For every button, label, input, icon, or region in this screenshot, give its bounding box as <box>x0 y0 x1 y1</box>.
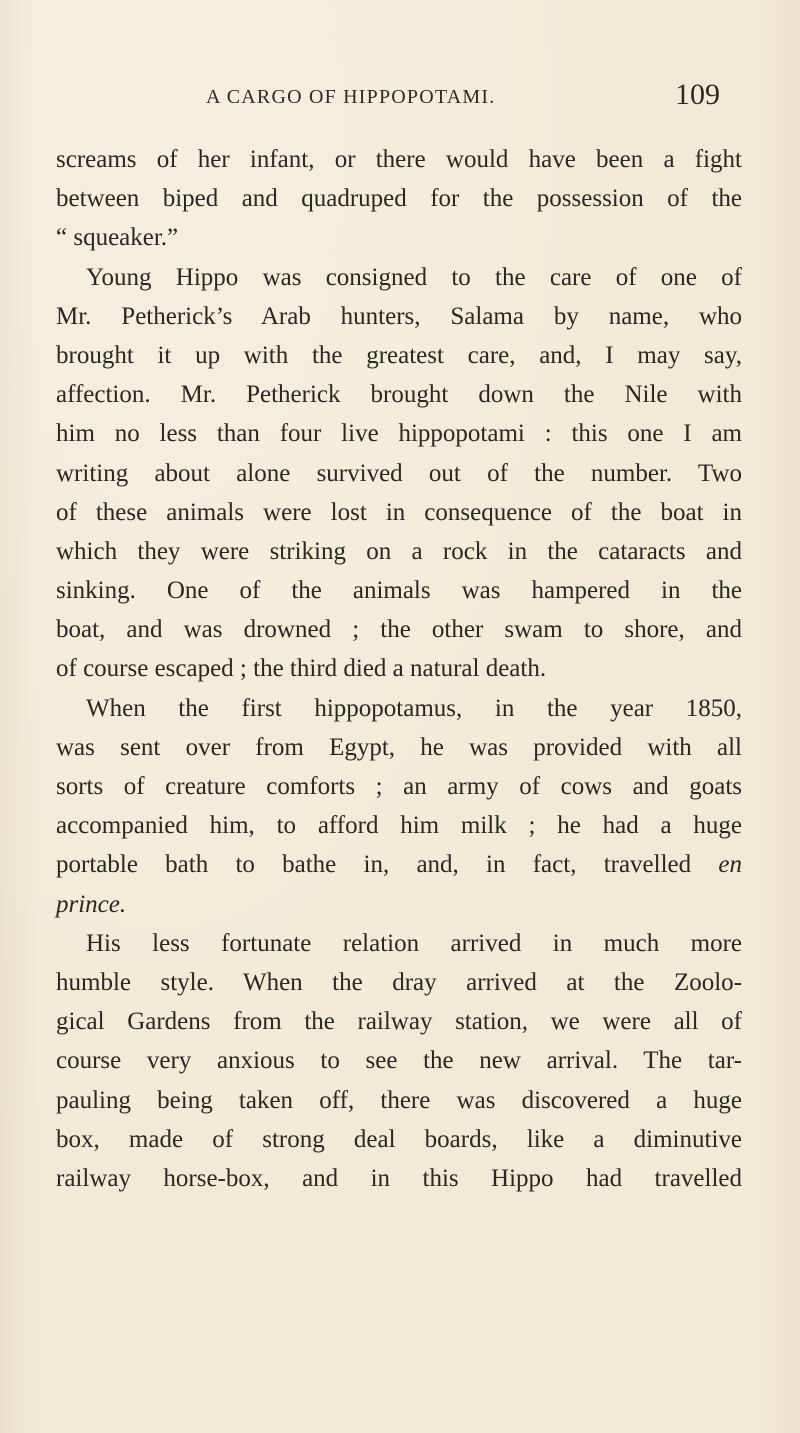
running-title: A CARGO OF HIPPOPOTAMI. <box>206 86 496 108</box>
text-line: of course escaped ; the third died a natural death. <box>56 655 547 683</box>
italic-text: en <box>718 851 743 879</box>
text-line: was sent over from Egypt, he was provided with all <box>56 733 742 761</box>
text-line: pauling being taken off, there was discovered a huge <box>56 1086 742 1114</box>
text-line: writing about alone survived out of the number. Two <box>56 459 742 487</box>
text-line: humble style. When the dray arrived at the Zoolo- <box>56 968 742 996</box>
text-line: affection. Mr. Petherick brought down the Nile with <box>56 381 742 409</box>
text-line: box, made of strong deal boards, like a diminutive <box>56 1125 742 1153</box>
text-line: His less fortunate relation arrived in much more <box>86 929 742 957</box>
text-line: sinking. One of the animals was hampered in the <box>56 577 742 605</box>
text-line: of these animals were lost in consequence of the boat in <box>56 498 742 526</box>
text-line: screams of her infant, or there would have been a fight <box>56 146 742 173</box>
page-number: 109 <box>675 78 720 111</box>
text-line <box>56 845 742 884</box>
text-line: Young Hippo was consigned to the care of one of <box>86 263 742 291</box>
text-line: course very anxious to see the new arrival. The tar- <box>56 1047 742 1075</box>
text-line: gical Gardens from the railway station, we were all of <box>56 1008 742 1036</box>
italic-line: prince. <box>56 890 127 918</box>
text-line: “ squeaker.” <box>56 224 179 252</box>
text-line: which they were striking on a rock in the cataracts and <box>56 537 742 565</box>
text-line: boat, and was drowned ; the other swam to shore, and <box>56 616 742 644</box>
running-head <box>0 78 800 118</box>
text-line: him no less than four live hippopotami : this one I am <box>56 420 742 448</box>
text-line: accompanied him, to afford him milk ; he had a huge <box>56 812 742 840</box>
text-line: Mr. Petherick’s Arab hunters, Salama by name, who <box>56 302 742 330</box>
text-line: When the first hippopotamus, in the year 1850, <box>86 694 742 722</box>
text-fragment: portable bath to bathe in, and, in fact, travelled <box>56 851 692 879</box>
text-line: brought it up with the greatest care, and, I may say, <box>56 341 742 369</box>
text-line: between biped and quadruped for the possession of the <box>56 185 742 213</box>
body-text <box>56 140 742 1198</box>
text-line: sorts of creature comforts ; an army of cows and goats <box>56 773 742 800</box>
text-line: railway horse-box, and in this Hippo had travelled <box>56 1164 742 1192</box>
